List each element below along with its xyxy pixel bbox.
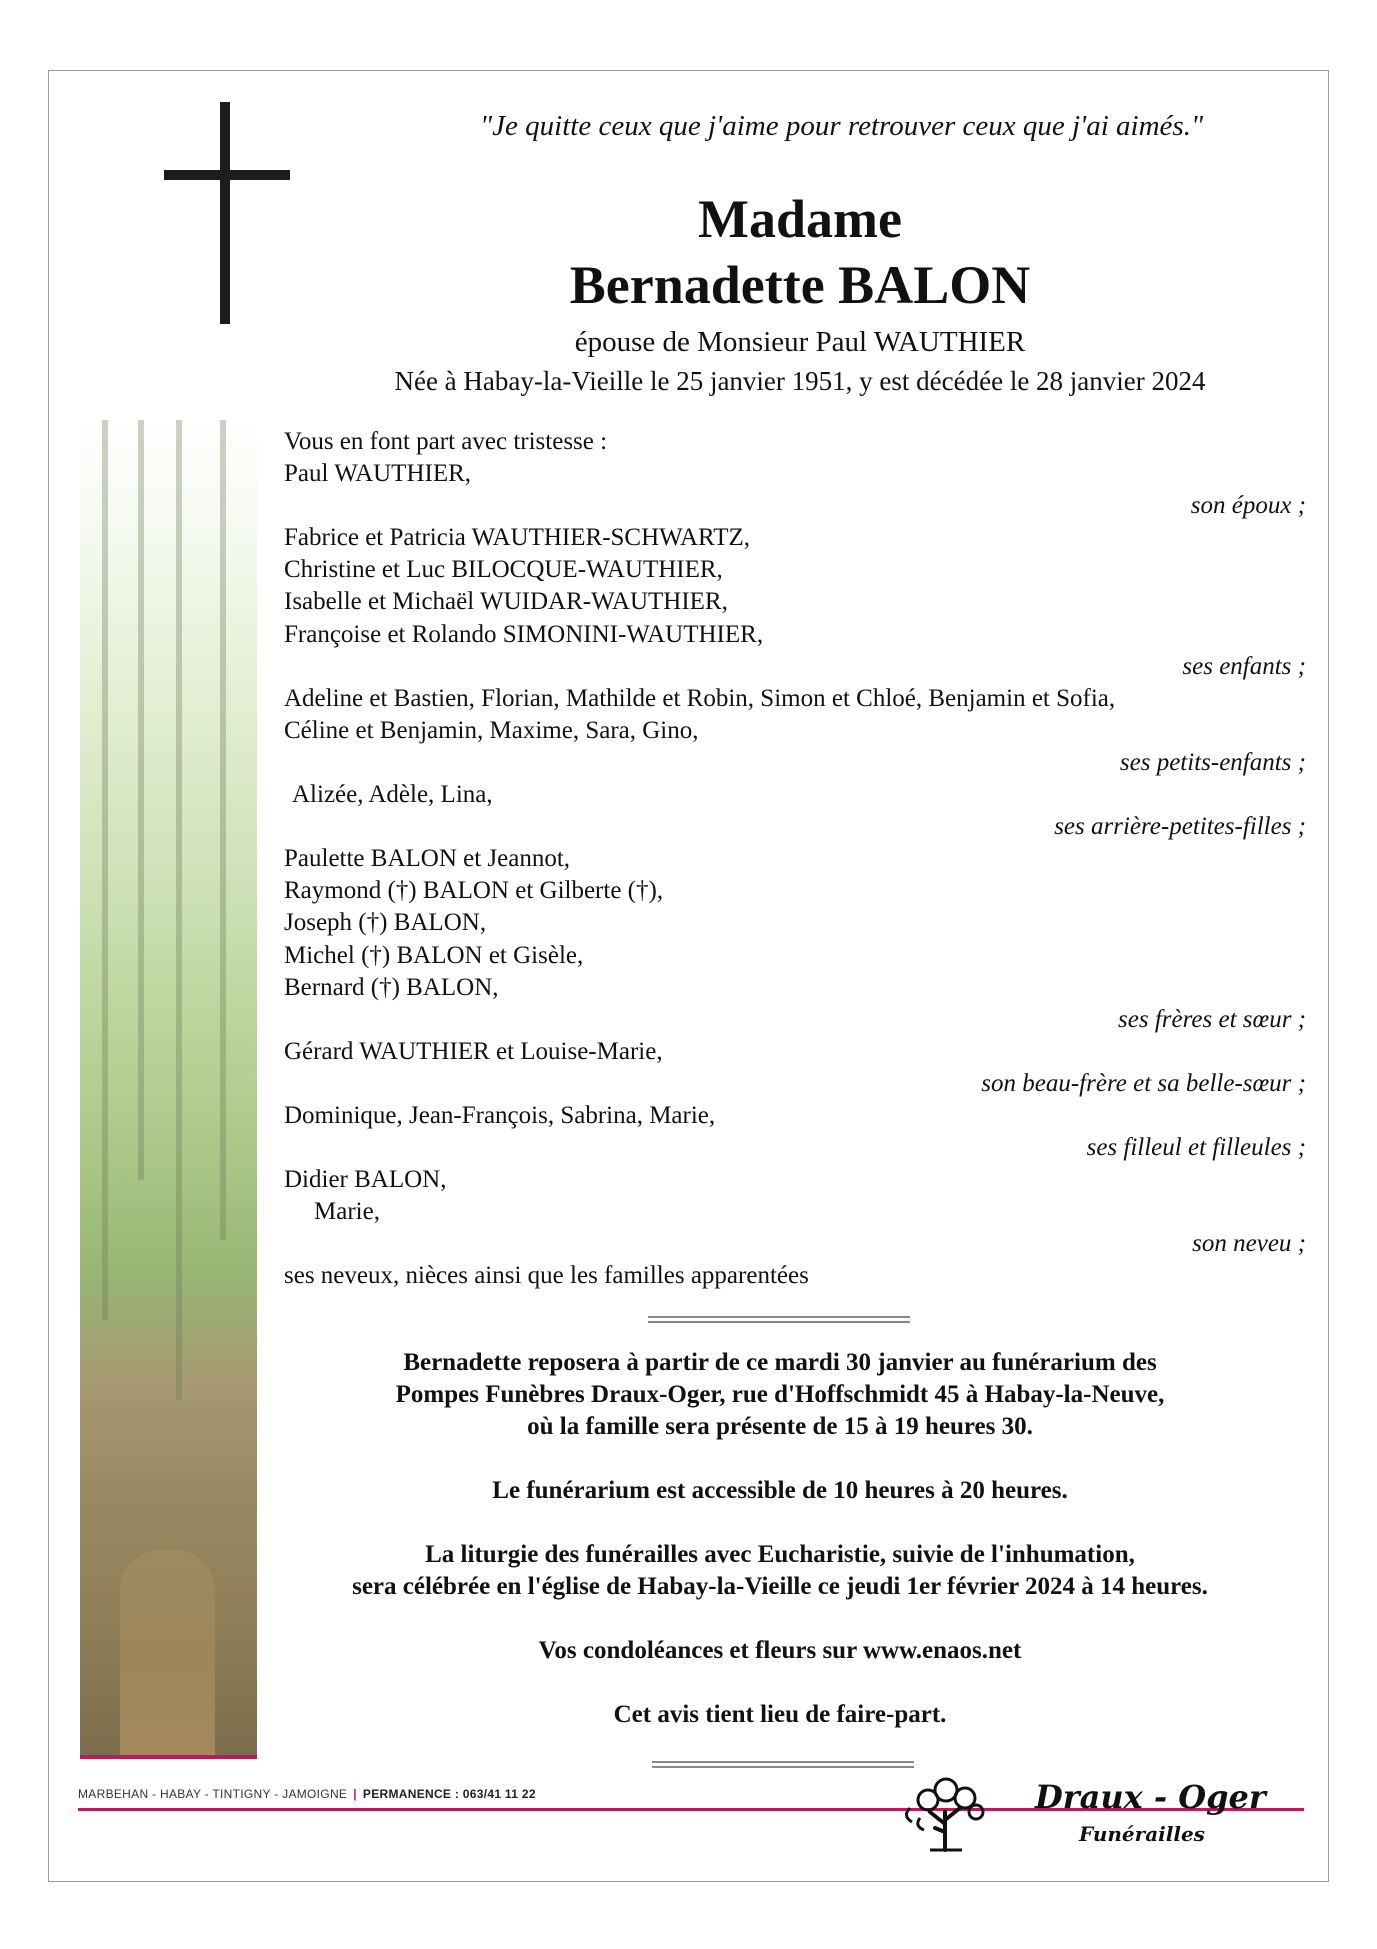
- info-line: où la famille sera présente de 15 à 19 heures 30.: [527, 1413, 1033, 1440]
- separator-bottom: [652, 1761, 914, 1769]
- relation-label: ses enfants ;: [1182, 652, 1306, 680]
- list-item: Joseph (†) BALON,: [284, 909, 487, 937]
- footer-separator: |: [353, 1787, 357, 1801]
- separator-top: [648, 1316, 910, 1324]
- company-logo-subtitle: Funérailles: [1075, 1822, 1209, 1846]
- list-item: Michel (†) BALON et Gisèle,: [284, 941, 584, 969]
- company-logo-name: Draux - Oger: [1035, 1778, 1266, 1816]
- condolences-info: [300, 1635, 1260, 1667]
- relation-label: son beau-frère et sa belle-sœur ;: [981, 1069, 1306, 1097]
- epitaph-quote: "Je quitte ceux que j'aime pour retrouver ceux que j'ai aimés.": [480, 110, 1204, 142]
- cross-icon: [160, 102, 300, 332]
- list-item: Raymond (†) BALON et Gilberte (†),: [284, 877, 664, 905]
- list-item: Christine et Luc BILOCQUE-WAUTHIER,: [284, 556, 723, 584]
- list-item: Paulette BALON et Jeannot,: [284, 845, 571, 873]
- list-item: Céline et Benjamin, Maxime, Sara, Gino,: [284, 716, 699, 744]
- birth-death-line: Née à Habay-la-Vieille le 25 janvier 1951, y est décédée le 28 janvier 2024: [394, 366, 1206, 396]
- notice-note: [300, 1699, 1260, 1731]
- list-item: Gérard WAUTHIER et Louise-Marie,: [284, 1037, 663, 1065]
- deceased-name: Bernadette BALON: [569, 255, 1031, 315]
- info-line: Le funérarium est accessible de 10 heures à 20 heures.: [492, 1477, 1068, 1504]
- forest-path-image: [80, 420, 257, 1755]
- list-item: Isabelle et Michaël WUIDAR-WAUTHIER,: [284, 588, 728, 616]
- liturgy-info: [300, 1539, 1260, 1603]
- list-item: Marie,: [314, 1198, 380, 1226]
- footer-locations: [78, 1787, 536, 1801]
- spouse-line: épouse de Monsieur Paul WAUTHIER: [574, 326, 1026, 358]
- funerarium-info: [300, 1347, 1260, 1443]
- relation-label: son neveu ;: [1192, 1230, 1306, 1258]
- relation-label: ses petits-enfants ;: [1119, 748, 1306, 776]
- list-item: ses neveux, nièces ainsi que les familles apparentées: [284, 1262, 809, 1290]
- info-line: Pompes Funèbres Draux-Oger, rue d'Hoffschmidt 45 à Habay-la-Neuve,: [395, 1381, 1165, 1408]
- list-item: Alizée, Adèle, Lina,: [292, 781, 493, 809]
- info-line: Vos condoléances et fleurs sur www.enaos.net: [538, 1637, 1022, 1664]
- family-list: [284, 426, 1306, 1293]
- info-line: Bernadette reposera à partir de ce mardi 30 janvier au funérarium des: [403, 1349, 1157, 1376]
- tree-icon: [890, 1772, 1000, 1852]
- list-item: Françoise et Rolando SIMONINI-WAUTHIER,: [284, 620, 764, 648]
- relation-label: ses arrière-petites-filles ;: [1054, 813, 1306, 841]
- list-item: Adeline et Bastien, Florian, Mathilde et Robin, Simon et Chloé, Benjamin et Sofia,: [284, 684, 1116, 712]
- title-honorific: Madame: [698, 189, 902, 249]
- list-item: Vous en font part avec tristesse :: [284, 428, 608, 455]
- list-item: Paul WAUTHIER,: [284, 460, 472, 488]
- list-item: Fabrice et Patricia WAUTHIER-SCHWARTZ,: [284, 524, 750, 552]
- relation-label: ses frères et sœur ;: [1118, 1005, 1306, 1033]
- info-line: sera célébrée en l'église de Habay-la-Vieille ce jeudi 1er février 2024 à 14 heures.: [352, 1573, 1208, 1600]
- relation-label: son époux ;: [1190, 492, 1306, 520]
- locations-text: MARBEHAN - HABAY - TINTIGNY - JAMOIGNE: [78, 1787, 348, 1801]
- info-line: Cet avis tient lieu de faire-part.: [613, 1701, 947, 1728]
- image-accent-line: [80, 1755, 257, 1759]
- list-item: Bernard (†) BALON,: [284, 973, 499, 1001]
- relation-label: ses filleul et filleules ;: [1086, 1134, 1306, 1162]
- permanence-phone: PERMANENCE : 063/41 11 22: [362, 1787, 536, 1801]
- list-item: Didier BALON,: [284, 1166, 447, 1194]
- info-line: La liturgie des funérailles avec Eucharistie, suivie de l'inhumation,: [425, 1541, 1135, 1568]
- list-item: Dominique, Jean-François, Sabrina, Marie,: [284, 1101, 716, 1129]
- opening-hours: [300, 1475, 1260, 1507]
